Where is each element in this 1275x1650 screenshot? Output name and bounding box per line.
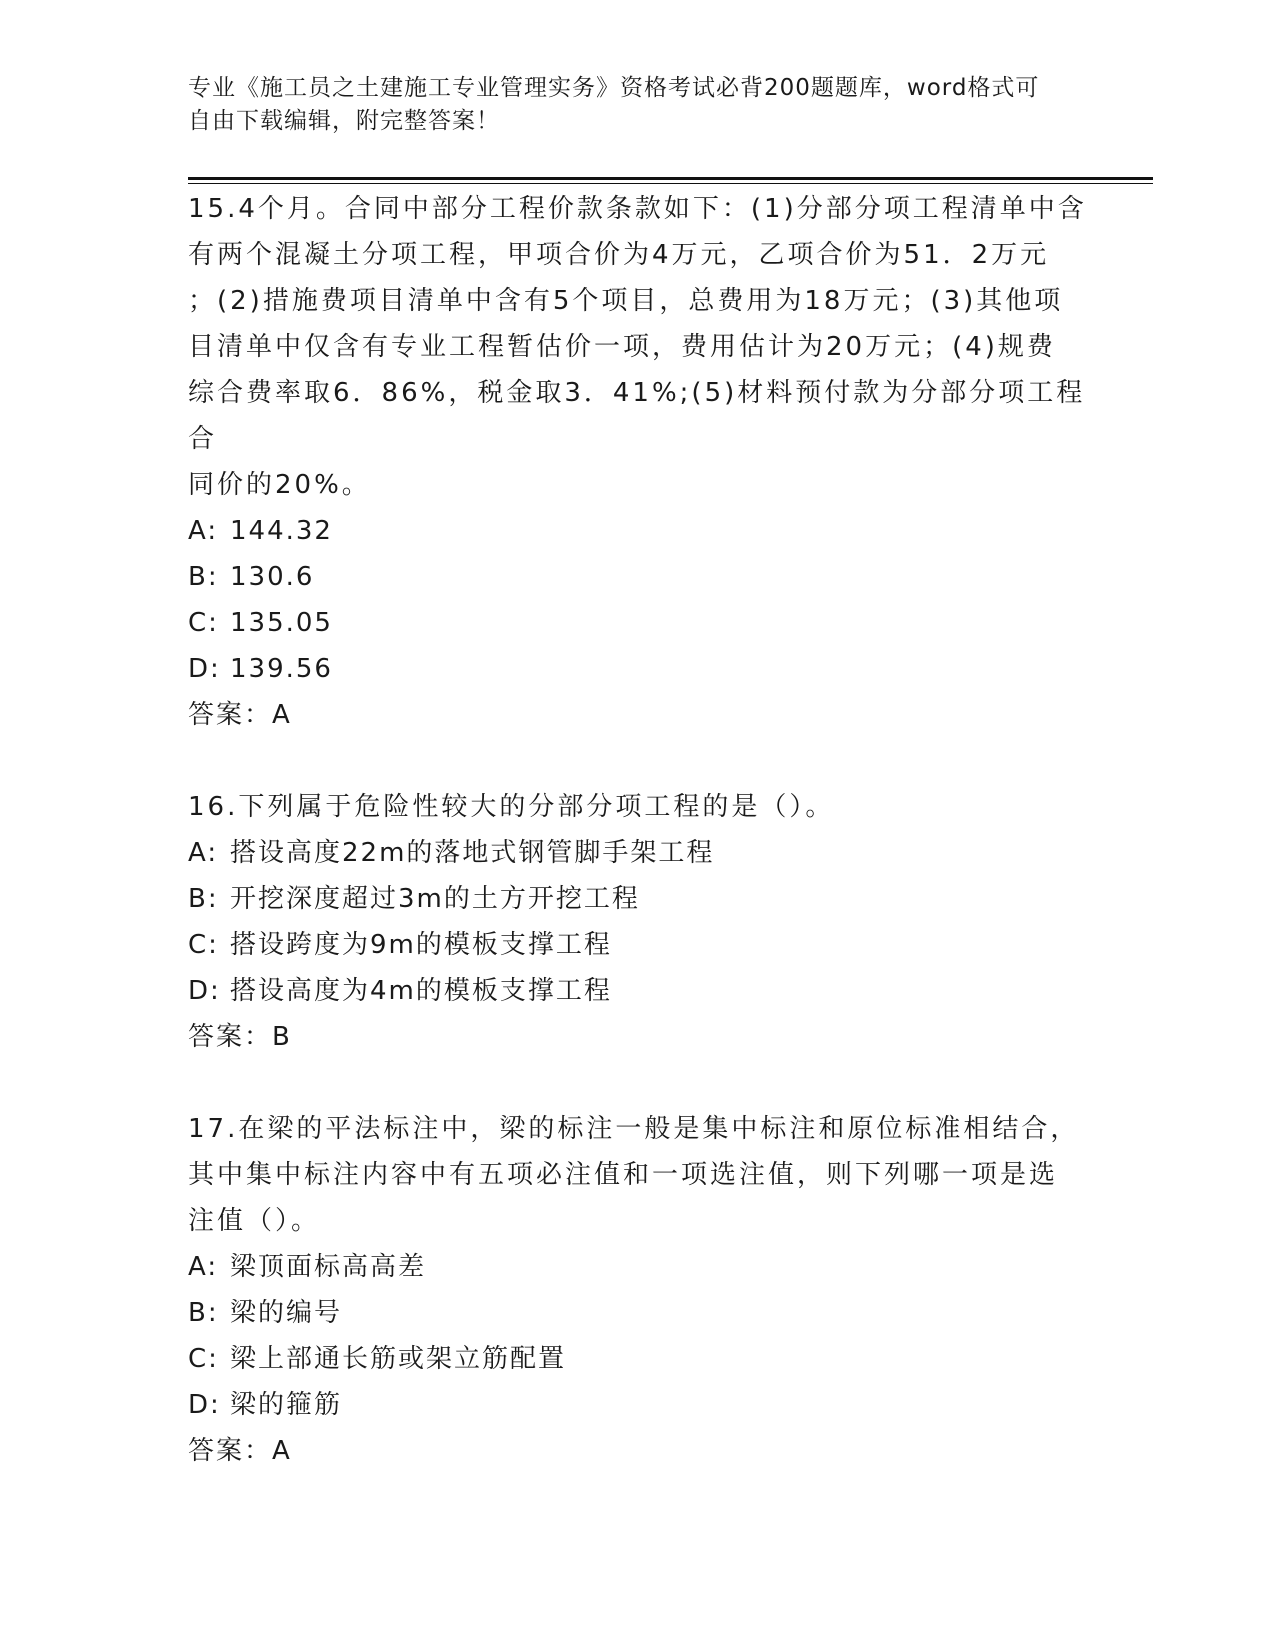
option-key: C:	[188, 930, 219, 960]
option-a	[188, 1244, 1088, 1290]
option-text: 135.05	[230, 608, 333, 638]
header-divider-thin	[188, 183, 1153, 184]
option-d	[188, 1382, 1088, 1428]
option-b	[188, 554, 1088, 600]
question-stem	[188, 1106, 1088, 1244]
question-15	[188, 186, 1088, 738]
option-key: C:	[188, 1344, 219, 1374]
answer-line: 答案：B	[188, 1022, 292, 1052]
option-text: 梁的编号	[230, 1298, 343, 1328]
option-b	[188, 1290, 1088, 1336]
option-text: 梁的箍筋	[230, 1390, 343, 1420]
stem-line: 综合费率取6．86%，税金取3．41%;(5)材料预付款为分部分项工程合	[188, 378, 1086, 454]
option-text: 139.56	[230, 654, 333, 684]
option-key: C:	[188, 608, 219, 638]
option-key: D:	[188, 654, 221, 684]
header-line-1: 专业《施工员之土建施工专业管理实务》资格考试必背200题题库，word格式可	[188, 75, 1040, 101]
option-key: D:	[188, 1390, 221, 1420]
option-b	[188, 876, 1088, 922]
option-text: 搭设高度22m的落地式钢管脚手架工程	[230, 838, 715, 868]
stem-line: 同价的20%。	[188, 470, 371, 500]
answer-line: 答案：A	[188, 1436, 292, 1466]
question-stem	[188, 784, 1088, 830]
option-text: 开挖深度超过3m的土方开挖工程	[230, 884, 640, 914]
option-key: B:	[188, 1298, 219, 1328]
question-spacer	[188, 738, 1088, 784]
option-d	[188, 968, 1088, 1014]
option-c	[188, 600, 1088, 646]
stem-line: 15.4个月。合同中部分工程价款条款如下：(1)分部分项工程清单中含	[188, 194, 1087, 224]
option-key: B:	[188, 884, 219, 914]
stem-line: 17.在梁的平法标注中，梁的标注一般是集中标注和原位标准相结合，	[188, 1114, 1080, 1144]
option-text: 梁顶面标高高差	[230, 1252, 427, 1282]
stem-line: 有两个混凝土分项工程，甲项合价为4万元，乙项合价为51．2万元	[188, 240, 1050, 270]
option-key: D:	[188, 976, 221, 1006]
option-key: A:	[188, 516, 219, 546]
stem-line: ；(2)措施费项目清单中含有5个项目，总费用为18万元；(3)其他项	[188, 286, 1064, 316]
option-a	[188, 508, 1088, 554]
question-list	[188, 186, 1088, 1474]
question-stem	[188, 186, 1088, 508]
option-text: 搭设高度为4m的模板支撑工程	[230, 976, 612, 1006]
option-c	[188, 1336, 1088, 1382]
question-spacer	[188, 1060, 1088, 1106]
option-d	[188, 646, 1088, 692]
option-key: B:	[188, 562, 219, 592]
stem-line: 其中集中标注内容中有五项必注值和一项选注值，则下列哪一项是选	[188, 1160, 1059, 1190]
header-divider-thick	[188, 177, 1153, 180]
answer-line: 答案：A	[188, 700, 292, 730]
question-16	[188, 784, 1088, 1060]
option-text: 梁上部通长筋或架立筋配置	[230, 1344, 567, 1374]
stem-line: 注值（）。	[188, 1206, 321, 1236]
option-key: A:	[188, 1252, 219, 1282]
question-17	[188, 1106, 1088, 1474]
option-text: 144.32	[230, 516, 333, 546]
document-header	[188, 72, 1068, 138]
option-c	[188, 922, 1088, 968]
option-text: 搭设跨度为9m的模板支撑工程	[230, 930, 612, 960]
option-text: 130.6	[230, 562, 315, 592]
header-line-2: 自由下载编辑，附完整答案！	[188, 108, 500, 134]
option-a	[188, 830, 1088, 876]
stem-line: 目清单中仅含有专业工程暂估价一项，费用估计为20万元；(4)规费	[188, 332, 1056, 362]
stem-line: 16.下列属于危险性较大的分部分项工程的是（）。	[188, 792, 835, 822]
option-key: A:	[188, 838, 219, 868]
